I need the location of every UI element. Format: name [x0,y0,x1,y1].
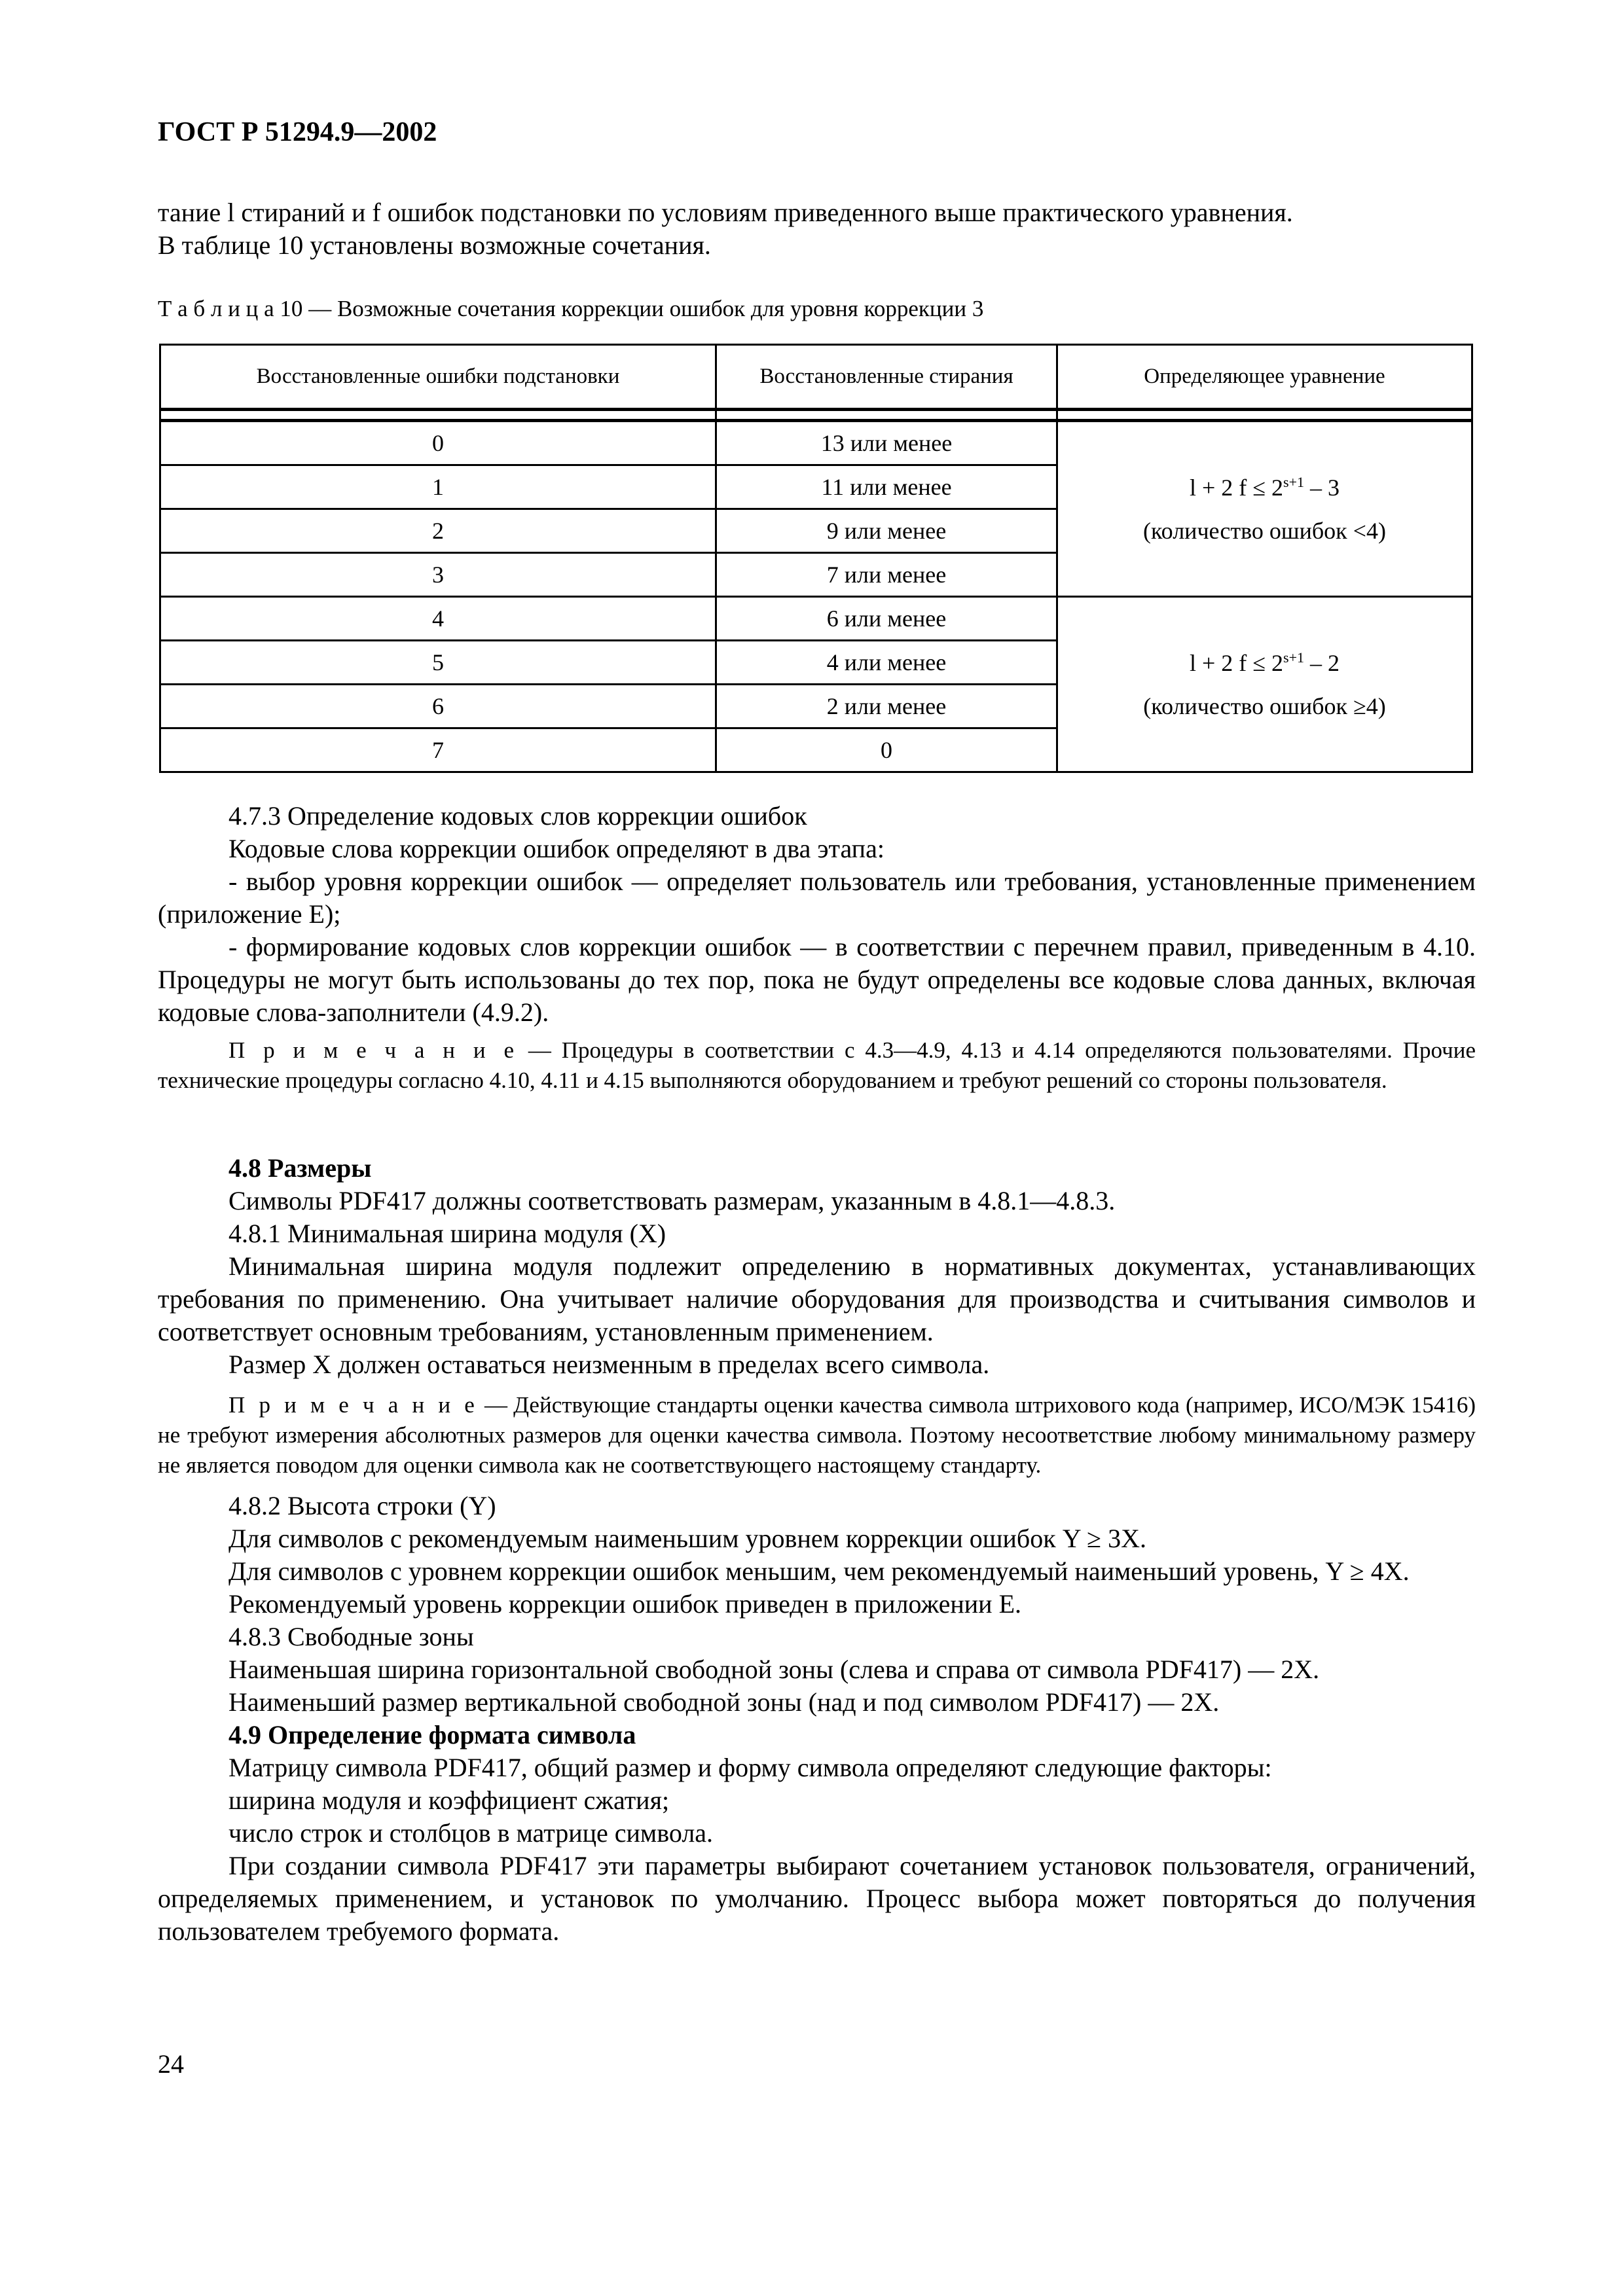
paragraph: Минимальная ширина модуля подлежит определению в нормативных документах, устанавливающих требования по применению. Она учитывает наличие оборудования для производства и считывания символов и соответствует основным требованиям, установленным применением. [158,1251,1476,1346]
cell: 5 [160,641,716,685]
section-4-8 [158,1152,1476,1948]
paragraph: Рекомендуемый уровень коррекции ошибок приведен в приложении E. [228,1589,1021,1619]
section-title-text: 4.9 Определение формата символа [228,1720,636,1749]
cell: 11 или менее [716,465,1057,509]
intro-text [158,196,1476,262]
paragraph: Наименьшая ширина горизонтальной свободной зоны (слева и справа от символа PDF417) — 2X. [228,1655,1320,1684]
section-4-7-3 [158,800,1476,1096]
note [158,1035,1476,1096]
eq-sup: s+1 [1283,473,1305,490]
cell: 7 или менее [716,553,1057,597]
column-header: Восстановленные ошибки подстановки [160,345,716,410]
paragraph: Символы PDF417 должны соответствовать размерам, указанным в 4.8.1—4.8.3. [228,1186,1116,1215]
column-header: Определяющее уравнение [1057,345,1472,410]
cell: 2 [160,509,716,553]
intro-line: тание l стираний и f ошибок подстановки по условиям приведенного выше практического уравнения. [158,198,1293,227]
section-title: 4.7.3 Определение кодовых слов коррекции ошибок [228,801,807,831]
cell: 4 или менее [716,641,1057,685]
eq-note: (количество ошибок ≥4) [1143,692,1386,719]
table-caption-label: Т а б л и ц а 10 [158,296,303,321]
separator-row [160,410,1472,421]
error-correction-table [159,344,1473,773]
eq-note: (количество ошибок <4) [1143,517,1386,544]
cell: 0 [716,728,1057,772]
cell: 3 [160,553,716,597]
eq-base: l + 2 f ≤ 2 [1189,649,1284,676]
paragraph: Наименьший размер вертикальной свободной зоны (над и под символом PDF417) — 2X. [228,1687,1220,1717]
page-number: 24 [158,2049,184,2079]
subsection-title: 4.8.3 Свободные зоны [228,1622,474,1651]
column-header: Восстановленные стирания [716,345,1057,410]
note-label: П р и м е ч а н и е [228,1392,479,1418]
document-header: ГОСТ Р 51294.9—2002 [158,117,437,147]
table-row [160,421,1472,465]
paragraph: - выбор уровня коррекции ошибок — определяет пользователь или требования, установленные применением (приложение E); [158,867,1476,929]
cell: 9 или менее [716,509,1057,553]
table-caption [158,296,983,322]
eq-tail: – 2 [1304,649,1340,676]
note-label: П р и м е ч а н и е [228,1037,519,1063]
equation [1058,466,1471,509]
intro-line: В таблице 10 установлены возможные сочетания. [158,230,711,260]
paragraph: Для символов с рекомендуемым наименьшим уровнем коррекции ошибок Y ≥ 3X. [228,1524,1146,1553]
equation [1058,641,1471,685]
table-row [160,597,1472,641]
cell: 2 или менее [716,685,1057,728]
section-title [158,1152,1476,1185]
eq-base: l + 2 f ≤ 2 [1189,474,1284,501]
cell: 13 или менее [716,421,1057,465]
note-text: — Действующие стандарты оценки качества символа штрихового кода (например, ИСО/МЭК 15416) не требуют измерения абсолютных размеров для оценки качества символа. Поэтому несоответствие любому минимальному размеру не является поводом для оценки символа как не соответствующего настоящему стандарту. [158,1392,1476,1478]
table-header-row [160,345,1472,410]
paragraph: число строк и столбцов в матрице символа. [228,1818,714,1848]
subsection-title: 4.8.2 Высота строки (Y) [228,1491,496,1520]
cell: 7 [160,728,716,772]
subsection-title: 4.8.1 Минимальная ширина модуля (X) [228,1219,666,1248]
section-title-text: 4.8 Размеры [228,1153,372,1183]
paragraph: Размер X должен оставаться неизменным в пределах всего символа. [228,1350,990,1379]
eq-tail: – 3 [1304,474,1340,501]
equation-cell [1057,421,1472,597]
paragraph: - формирование кодовых слов коррекции ошибок — в соответствии с перечнем правил, приведенным в 4.10. Процедуры не могут быть использованы до тех пор, пока не будут определены все кодовые слова данных, включая кодовые слова-заполнители (4.9.2). [158,932,1476,1027]
note-text: — Процедуры в соответствии с 4.3—4.9, 4.13 и 4.14 определяются пользователями. Прочие технические процедуры согласно 4.10, 4.11 и 4.15 выполняются оборудованием и требуют решений со стороны пользователя. [158,1037,1476,1093]
paragraph: ширина модуля и коэффициент сжатия; [228,1785,670,1815]
paragraph: Матрицу символа PDF417, общий размер и форму символа определяют следующие факторы: [228,1753,1272,1782]
paragraph: Для символов с уровнем коррекции ошибок меньшим, чем рекомендуемый наименьший уровень, Y ≥ 4X. [228,1556,1410,1586]
cell: 6 или менее [716,597,1057,641]
eq-sup: s+1 [1283,649,1305,666]
cell: 0 [160,421,716,465]
paragraph: Кодовые слова коррекции ошибок определяют в два этапа: [228,834,884,863]
table-caption-text: — Возможные сочетания коррекции ошибок для уровня коррекции 3 [302,296,984,321]
cell: 4 [160,597,716,641]
paragraph: При создании символа PDF417 эти параметры выбирают сочетанием установок пользователя, ограничений, определяемых применением, и установок по умолчанию. Процесс выбора может повторяться до получения пользователем требуемого формата. [158,1851,1476,1946]
cell: 1 [160,465,716,509]
cell: 6 [160,685,716,728]
note [158,1390,1476,1480]
equation-cell [1057,597,1472,772]
section-title [158,1719,1476,1751]
